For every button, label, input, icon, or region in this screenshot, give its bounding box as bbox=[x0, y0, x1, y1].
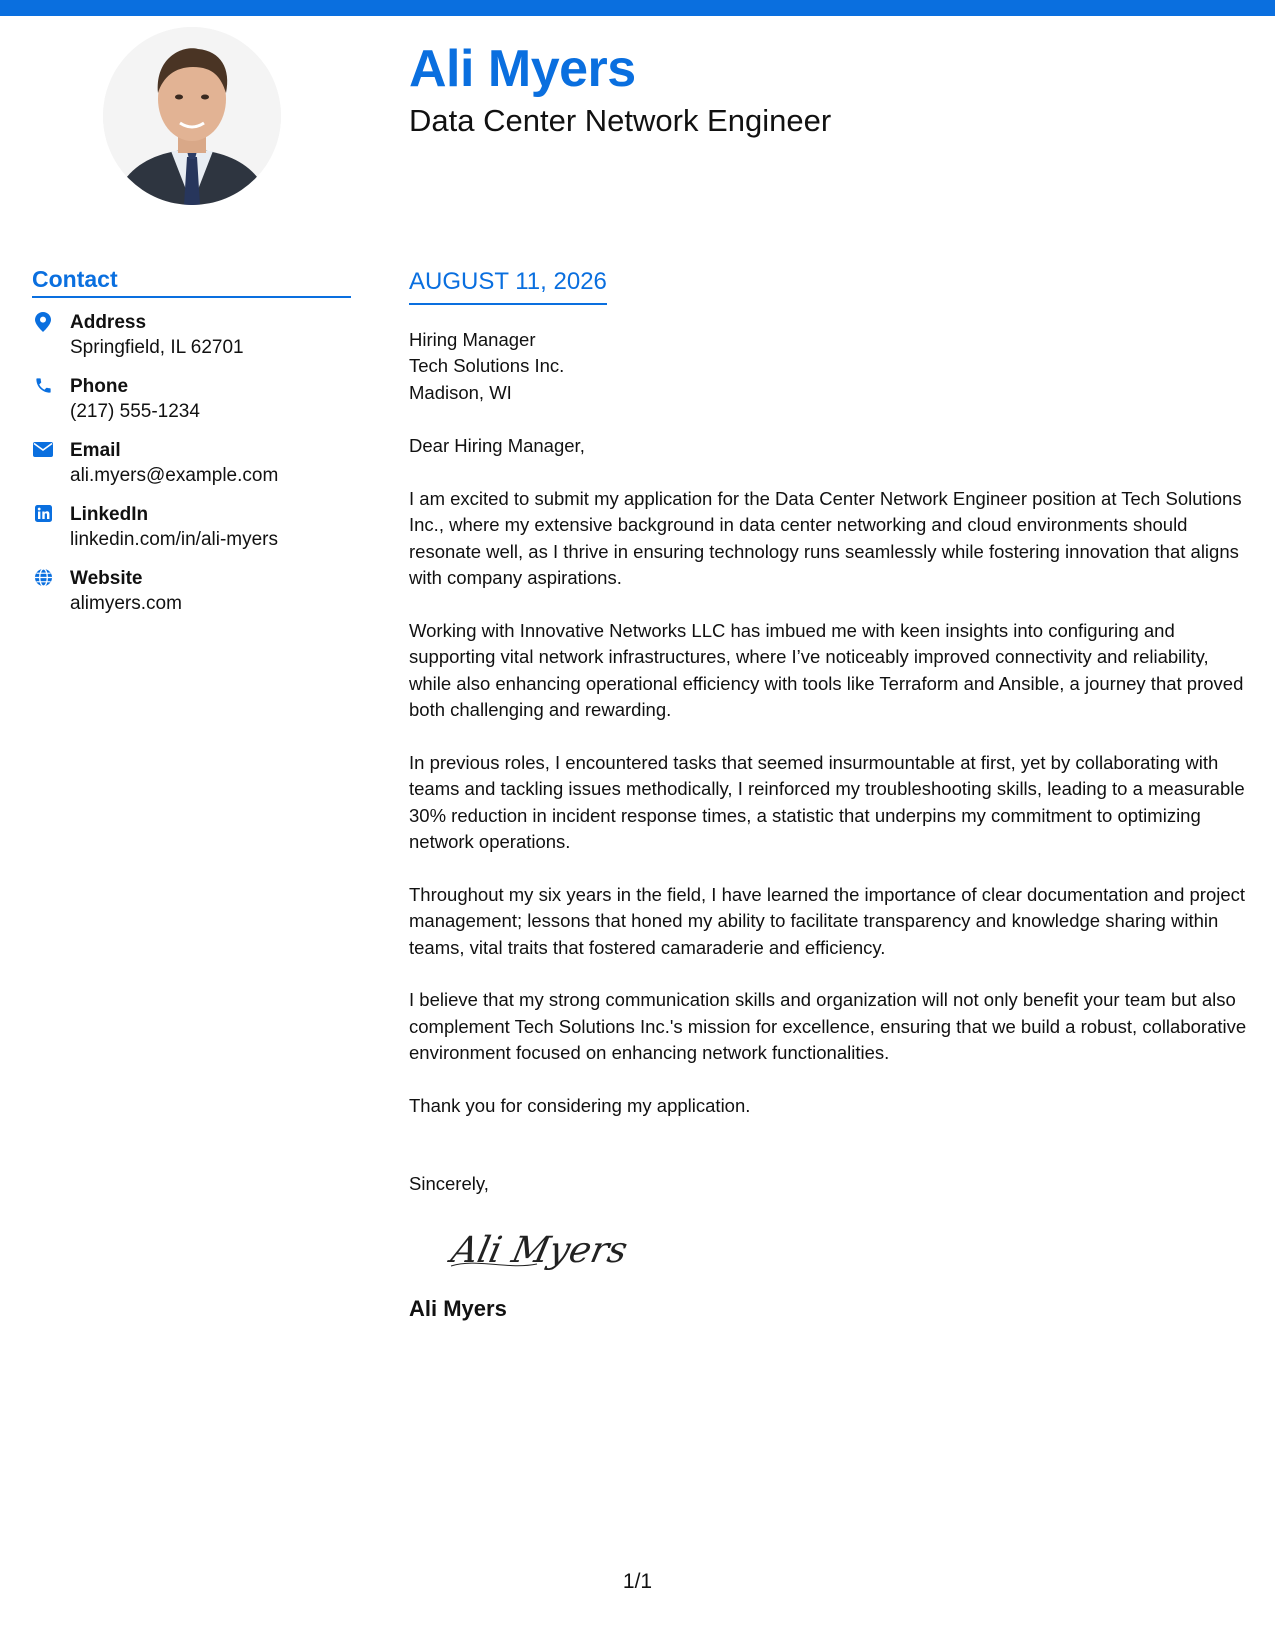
letter-date: AUGUST 11, 2026 bbox=[409, 268, 607, 305]
body-paragraph-5: I believe that my strong communication skills and organization will not only benefit your team but also complement Tech Solutions Inc.'s mission for excellence, ensuring that we build a robust, collaborative environment focused on enhancing network functionalities. bbox=[409, 989, 1247, 1064]
body-paragraph-1: I am excited to submit my application for the Data Center Network Engineer position at Tech Solutions Inc., where my extensive background in data center networking and cloud environments should resonate well, as I thrive in ensuring technology runs seamlessly while fostering innovation that aligns with company aspirations. bbox=[409, 487, 1242, 589]
globe-icon bbox=[32, 566, 54, 590]
job-title: Data Center Network Engineer bbox=[409, 103, 832, 138]
contact-label-email: Email bbox=[70, 439, 121, 461]
contact-item-phone bbox=[32, 374, 351, 424]
recipient-name: Hiring Manager bbox=[409, 328, 536, 350]
contact-item-website bbox=[32, 566, 351, 616]
contact-label-website: Website bbox=[70, 567, 143, 589]
contact-value-website[interactable]: alimyers.com bbox=[70, 592, 182, 614]
contact-sidebar bbox=[32, 266, 351, 630]
body-paragraph-4: Throughout my six years in the field, I have learned the importance of clear documentation and project management; lessons that honed my ability to facilitate transparency and knowledge sharing within teams, vital traits that fostered camaraderie and efficiency. bbox=[409, 883, 1246, 958]
signer-name: Ali Myers bbox=[409, 1295, 507, 1321]
contact-item-linkedin bbox=[32, 502, 351, 552]
recipient-block bbox=[409, 327, 1252, 407]
handwritten-signature bbox=[447, 1218, 687, 1278]
recipient-company: Tech Solutions Inc. bbox=[409, 355, 565, 377]
linkedin-icon bbox=[32, 502, 54, 526]
contact-heading: Contact bbox=[32, 266, 351, 298]
phone-icon bbox=[32, 374, 54, 398]
contact-value-linkedin[interactable]: linkedin.com/in/ali-myers bbox=[70, 528, 279, 550]
salutation: Dear Hiring Manager, bbox=[409, 435, 585, 457]
map-pin-icon bbox=[32, 310, 54, 334]
body-paragraph-2: Working with Innovative Networks LLC has imbued me with keen insights into configuring and supporting vital network infrastructures, where I’ve noticeably improved connectivity and reliability, while also enhancing operational efficiency with tools like Terraform and Ansible, a journey that proved both challenging and rewarding. bbox=[409, 619, 1244, 721]
page-number: 1/1 bbox=[622, 1570, 653, 1593]
envelope-icon bbox=[32, 438, 54, 462]
contact-item-email bbox=[32, 438, 351, 488]
body-paragraph-6: Thank you for considering my application. bbox=[409, 1094, 751, 1116]
contact-value-email[interactable]: ali.myers@example.com bbox=[70, 464, 279, 486]
contact-value-phone: (217) 555-1234 bbox=[70, 400, 200, 422]
body-paragraph-3: In previous roles, I encountered tasks that seemed insurmountable at first, yet by collaborating with teams and tackling issues methodically, I reinforced my troubleshooting skills, leading to a measurable 30% reduction in incident response times, a statistic that underpins my commitment to optimizing network operations. bbox=[409, 751, 1245, 853]
profile-photo bbox=[103, 27, 281, 205]
contact-label-linkedin: LinkedIn bbox=[70, 503, 149, 525]
contact-label-address: Address bbox=[70, 311, 147, 333]
contact-item-address bbox=[32, 310, 351, 360]
contact-value-address: Springfield, IL 62701 bbox=[70, 336, 244, 358]
closing: Sincerely, bbox=[409, 1173, 489, 1195]
svg-text:Ali Myers: Ali Myers bbox=[447, 1228, 632, 1271]
applicant-name: Ali Myers bbox=[409, 40, 636, 98]
contact-label-phone: Phone bbox=[70, 375, 129, 397]
top-accent-bar bbox=[0, 0, 1275, 16]
recipient-location: Madison, WI bbox=[409, 381, 512, 403]
letter-body bbox=[409, 268, 1252, 1322]
